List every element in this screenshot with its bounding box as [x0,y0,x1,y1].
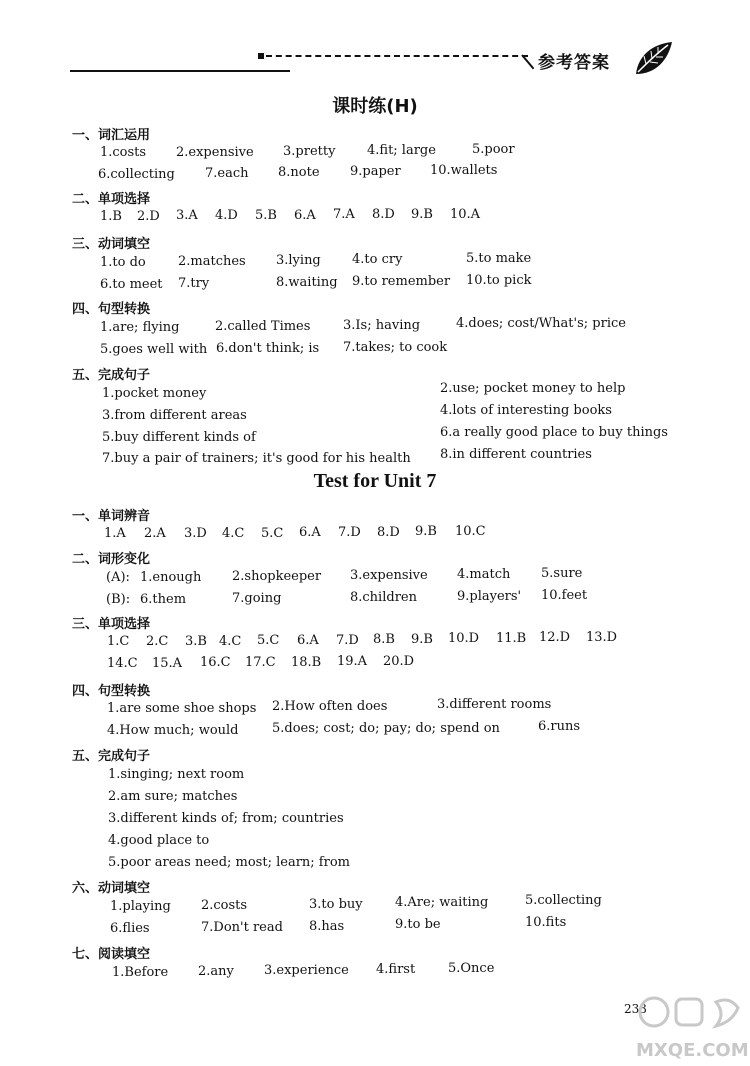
answer: 1.B [100,209,122,224]
answer: 2.C [146,634,169,649]
answer: 10.C [455,524,486,539]
header-dot [258,53,264,59]
answer: 6.A [299,525,321,540]
answer: 8.waiting [276,275,338,290]
answer: 5.to make [466,251,532,266]
answer: 3.different kinds of; from; countries [108,811,344,826]
answer: 5.collecting [525,893,602,908]
svg-text:MXQE.COM: MXQE.COM [636,1040,749,1061]
answer: 3.A [176,208,198,223]
answer: 5.poor [472,142,515,157]
answer: 1.to do [100,255,146,270]
answer: 8.has [309,919,345,934]
answer: 1.A [104,526,126,541]
answer: 2.any [198,964,234,979]
answer: 4.Are; waiting [395,895,489,910]
section-title-lesson: 课时练(H) [332,96,418,117]
answer: 4.good place to [108,833,210,848]
answer: 10.A [450,207,481,222]
answer: 8.D [372,207,395,222]
answer: 14.C [107,656,138,671]
answer: 9.players' [457,589,522,604]
answer: 4.to cry [352,252,403,267]
answer: 2.shopkeeper [232,569,322,584]
section-title-unit-test: Test for Unit 7 [313,470,437,492]
answer: 3.B [185,634,207,649]
answer: 6.a really good place to buy things [440,425,668,440]
answer: 3.different rooms [437,697,552,712]
answer: 6.to meet [100,277,163,292]
header-rule [70,70,290,72]
answer: 5.poor areas need; most; learn; from [108,855,350,870]
answer: 13.D [586,630,618,645]
page-number: 233 [624,1002,647,1016]
answer: 6.A [294,208,316,223]
answer: 18.B [291,655,322,670]
answer: 6.runs [538,719,581,734]
answer: 3.to buy [309,897,363,912]
answer: 2.matches [178,254,246,269]
answer: 9.B [415,524,437,539]
group-label-verbs-test: 六、动词填空 [72,881,151,896]
answer: 6.flies [110,921,150,936]
answer: 12.D [539,630,571,645]
answer: 7.try [178,276,210,291]
answer: 8.B [373,632,395,647]
answer: 4.fit; large [367,143,436,158]
answer: 9.B [411,207,433,222]
answer: 5.C [261,526,284,541]
answer: 3.lying [276,253,321,268]
answer: 8.note [278,165,320,180]
answer: 4.How much; would [107,723,239,738]
answer: 3.expensive [350,568,428,583]
answer: 1.are; flying [100,320,180,335]
answer: 1.pocket money [102,386,207,401]
header-brand: 参考答案 [538,53,610,73]
answer: 5.buy different kinds of [102,430,256,445]
sub-prefix-a: (A): [106,570,130,585]
group-label-phonetics: 一、单词辨音 [72,509,151,524]
answer: 6.A [297,633,319,648]
answer: 5.does; cost; do; pay; do; spend on [272,721,500,736]
answer: 3.from different areas [102,408,247,423]
answer: 8.D [377,525,400,540]
answer: 2.use; pocket money to help [440,381,626,396]
answer: 6.them [140,592,187,607]
answer: 10.to pick [466,273,532,288]
header-dashed-rule [266,55,528,57]
answer: 9.to be [395,917,441,932]
group-label-transform-test: 四、句型转换 [72,684,151,699]
answer: 10.wallets [430,163,498,178]
sub-prefix-b: (B): [106,592,131,607]
answer: 4.does; cost/What's; price [456,316,626,331]
answer: 8.in different countries [440,447,592,462]
answer: 19.A [337,654,368,669]
answer: 7.A [333,207,355,222]
group-label-choice: 二、单项选择 [72,192,151,207]
answer: 15.A [152,656,183,671]
page-header [0,40,750,90]
answer: 1.singing; next room [108,767,245,782]
group-label-verbs: 三、动词填空 [72,237,151,252]
answer: 4.C [222,526,245,541]
watermark-logo [632,990,750,1066]
group-label-transform: 四、句型转换 [72,302,151,317]
answer: 17.C [245,655,276,670]
answer: 7.Don't read [201,920,283,935]
leaf-icon [632,40,674,78]
answer: 11.B [496,631,527,646]
group-label-word-forms: 二、词形变化 [72,552,151,567]
answer: 4.lots of interesting books [440,403,612,418]
group-label-vocab: 一、词汇运用 [72,128,151,143]
answer: 3.pretty [283,144,336,159]
answer: 1.are some shoe shops [107,701,257,716]
answer: 2.expensive [176,145,254,160]
answer: 7.D [338,525,361,540]
answer: 5.goes well with [100,342,208,357]
answer: 3.Is; having [343,318,421,333]
answer: 7.each [205,166,249,181]
answer: 1.C [107,634,130,649]
group-label-complete-test: 五、完成句子 [72,749,151,764]
answer: 4.first [376,962,416,977]
answer: 1.enough [140,570,202,585]
answer: 5.sure [541,566,583,581]
answer: 3.D [184,526,207,541]
answer: 5.B [255,208,277,223]
answer: 4.D [215,208,238,223]
answer: 4.match [457,567,511,582]
answer: 10.feet [541,588,588,603]
answer: 5.C [257,633,280,648]
answer: 10.D [448,631,480,646]
group-label-choice-test: 三、单项选择 [72,617,151,632]
answer: 6.don't think; is [216,341,320,356]
answer: 1.playing [110,899,171,914]
answer: 9.to remember [352,274,451,289]
answer: 9.paper [350,164,401,179]
answer: 7.buy a pair of trainers; it's good for his health [102,451,411,466]
answer: 10.fits [525,915,567,930]
answer: 20.D [383,654,415,669]
answer: 1.Before [112,965,169,980]
answer: 5.Once [448,961,495,976]
answer: 2.D [137,209,160,224]
group-label-reading: 七、阅读填空 [72,947,151,962]
answer: 6.collecting [98,167,175,182]
answer: 9.B [411,632,433,647]
answer: 7.going [232,591,282,606]
answer: 16.C [200,655,231,670]
answer: 2.How often does [272,699,388,714]
answer: 2.am sure; matches [108,789,238,804]
answer: 2.A [144,526,166,541]
answer: 3.experience [264,963,349,978]
answer: 7.D [336,633,359,648]
answer: 1.costs [100,145,147,160]
group-label-complete: 五、完成句子 [72,368,151,383]
answer: 2.called Times [215,319,311,334]
answer: 8.children [350,590,417,605]
answer: 4.C [219,634,242,649]
answer: 2.costs [201,898,248,913]
answer: 7.takes; to cook [343,340,448,355]
